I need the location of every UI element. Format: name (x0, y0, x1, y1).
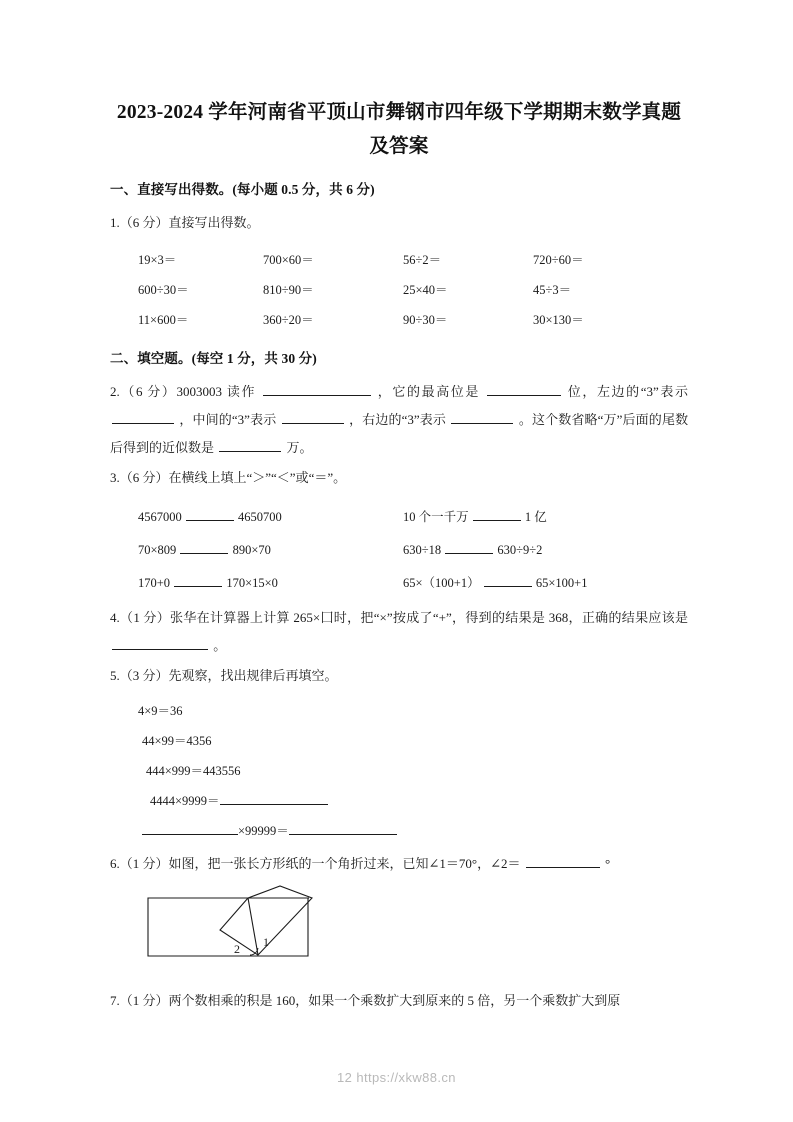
comparison-operand: 65×（100+1） (403, 576, 480, 590)
comparison-blank[interactable] (180, 541, 228, 554)
pattern-expression: 4444×9999＝ (150, 794, 220, 808)
expression-cell: 810÷90＝ (263, 283, 314, 297)
expression-cell: 11×600＝ (138, 313, 189, 327)
question-3-prompt: 3.（6 分）在横线上填上“＞”“＜”或“＝”。 (110, 470, 347, 485)
angle-label-1: 1 (263, 935, 269, 949)
comparison-operand: 1 亿 (524, 510, 547, 524)
comparison-cell (403, 567, 683, 600)
question-2-text-part: 万。 (286, 440, 313, 455)
answer-blank[interactable] (289, 822, 397, 835)
answer-blank[interactable] (451, 409, 513, 424)
question-2-text-part: 2.（6 分）3003003 读作 (110, 384, 257, 399)
page-content (110, 96, 688, 1017)
question-6-text-part: 6.（1 分）如图，把一张长方形纸的一个角折过来，已知∠1＝70°，∠2＝ (110, 856, 521, 871)
comparison-operand: 4650700 (238, 510, 282, 524)
pattern-line: 4×9＝36 (138, 704, 183, 718)
question-5 (110, 662, 688, 846)
expression-cell: 700×60＝ (263, 253, 314, 267)
comparison-blank[interactable] (186, 508, 234, 521)
page-footer: 12 https://xkw88.cn (337, 1070, 456, 1085)
expression-cell: 19×3＝ (138, 253, 177, 267)
question-2 (110, 378, 688, 462)
question-4-text-part: 。 (213, 638, 227, 653)
comparison-blank[interactable] (445, 541, 493, 554)
angle-label-2: 2 (234, 942, 240, 956)
question-1 (110, 209, 688, 335)
expression-cell: 90÷30＝ (403, 313, 448, 327)
comparison-row (138, 567, 688, 600)
answer-blank[interactable] (263, 381, 371, 396)
expression-cell: 720÷60＝ (533, 253, 584, 267)
section-heading-1: 一、直接写出得数。(每小题 0.5 分，共 6 分) (110, 182, 375, 197)
comparison-row (138, 534, 688, 567)
question-6-text-part: ° (604, 856, 611, 871)
expression-cell: 56÷2＝ (403, 253, 442, 267)
folded-rectangle-diagram (130, 882, 360, 967)
question-1-prompt: 1.（6 分）直接写出得数。 (110, 215, 260, 230)
comparison-operand: 630÷9÷2 (497, 543, 543, 557)
comparison-cell (138, 501, 403, 534)
answer-blank[interactable] (487, 381, 561, 396)
question-2-text-part: ，中间的“3”表示 (179, 412, 277, 427)
expression-cell: 45÷3＝ (533, 283, 572, 297)
answer-blank[interactable] (142, 822, 238, 835)
comparison-cell (138, 567, 403, 600)
expression-cell: 25×40＝ (403, 283, 448, 297)
question-4 (110, 604, 688, 660)
expression-cell: 30×130＝ (533, 313, 584, 327)
question-2-text-part: 。这个数省略“万”后面的尾数后得到的近似数是 (110, 412, 689, 455)
comparison-operand: 170×15×0 (226, 576, 278, 590)
question-5-prompt: 5.（3 分）先观察，找出规律后再填空。 (110, 668, 338, 683)
question-2-text-part: ，它的最高位是 (377, 384, 481, 399)
pattern-line: 44×99＝4356 (142, 734, 212, 748)
answer-blank[interactable] (112, 409, 174, 424)
page-title: 2023-2024 学年河南省平顶山市舞钢市四年级下学期期末数学真题及答案 (116, 102, 682, 157)
expression-row (138, 245, 688, 275)
comparison-blank[interactable] (174, 574, 222, 587)
question-3-comparison-grid (110, 501, 688, 600)
pattern-line: 444×999＝443556 (146, 764, 241, 778)
comparison-operand: 70×809 (138, 543, 177, 557)
pattern-line (110, 786, 688, 816)
comparison-operand: 630÷18 (403, 543, 442, 557)
comparison-blank[interactable] (473, 508, 521, 521)
comparison-operand: 10 个一千万 (403, 510, 469, 524)
section-heading-2: 二、填空题。(每空 1 分，共 30 分) (110, 351, 317, 366)
question-6 (110, 850, 688, 977)
comparison-operand: 4567000 (138, 510, 182, 524)
folded-paper-figure (110, 882, 688, 977)
comparison-operand: 890×70 (232, 543, 271, 557)
expression-row (138, 275, 688, 305)
comparison-blank[interactable] (484, 574, 532, 587)
comparison-cell (138, 534, 403, 567)
pattern-line (110, 816, 688, 846)
question-2-text-part: 位，左边的“3”表示 (567, 384, 689, 399)
question-2-text-part: ，右边的“3”表示 (349, 412, 447, 427)
comparison-operand: 65×100+1 (535, 576, 588, 590)
expression-cell: 600÷30＝ (138, 283, 189, 297)
expression-row (138, 305, 688, 335)
question-1-expression-grid (110, 245, 688, 335)
pattern-expression: ×99999＝ (238, 824, 289, 838)
expression-cell: 360÷20＝ (263, 313, 314, 327)
folded-flap (248, 886, 312, 955)
comparison-cell (403, 534, 683, 567)
answer-blank[interactable] (219, 437, 281, 452)
question-7-text: 7.（1 分）两个数相乘的积是 160，如果一个乘数扩大到原来的 5 倍，另一个乘数扩大到原 (110, 993, 621, 1008)
question-5-pattern-list (110, 696, 688, 846)
question-4-text-part: 4.（1 分）张华在计算器上计算 265×囗时，把“×”按成了“+”，得到的结果是 368，正确的结果应该是 (110, 610, 688, 625)
comparison-row (138, 501, 688, 534)
comparison-cell (403, 501, 683, 534)
answer-blank[interactable] (526, 853, 600, 868)
answer-blank[interactable] (282, 409, 344, 424)
question-3 (110, 464, 688, 600)
answer-blank[interactable] (220, 792, 328, 805)
comparison-operand: 170+0 (138, 576, 171, 590)
answer-blank[interactable] (112, 635, 208, 650)
question-7 (110, 987, 688, 1015)
